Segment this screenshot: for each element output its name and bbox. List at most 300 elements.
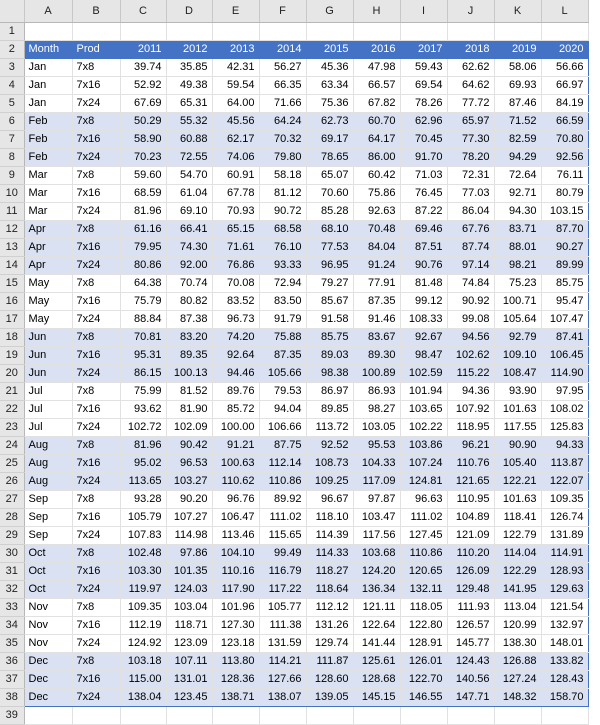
value-cell[interactable]: 74.30 [166, 238, 212, 256]
value-cell[interactable]: 103.30 [120, 562, 166, 580]
value-cell[interactable]: 84.19 [541, 94, 588, 112]
row-header-25[interactable]: 25 [0, 454, 24, 472]
column-header-i[interactable]: I [400, 0, 447, 22]
value-cell[interactable]: 110.16 [212, 562, 259, 580]
value-cell[interactable]: 131.26 [306, 616, 353, 634]
row-header-2[interactable]: 2 [0, 40, 24, 58]
value-cell[interactable]: 128.60 [306, 670, 353, 688]
row-header-20[interactable]: 20 [0, 364, 24, 382]
row-header-14[interactable]: 14 [0, 256, 24, 274]
value-cell[interactable]: 125.61 [353, 652, 400, 670]
cell[interactable] [400, 22, 447, 40]
value-cell[interactable]: 72.31 [447, 166, 494, 184]
value-cell[interactable]: 128.36 [212, 670, 259, 688]
product-cell[interactable]: 7x24 [72, 526, 120, 544]
value-cell[interactable]: 118.41 [494, 508, 541, 526]
value-cell[interactable]: 76.86 [212, 256, 259, 274]
value-cell[interactable]: 54.70 [166, 166, 212, 184]
value-cell[interactable]: 112.14 [259, 454, 306, 472]
row-header-5[interactable]: 5 [0, 94, 24, 112]
value-cell[interactable]: 87.41 [541, 328, 588, 346]
value-cell[interactable]: 128.91 [400, 634, 447, 652]
month-cell[interactable]: Sep [24, 508, 72, 526]
value-cell[interactable]: 45.36 [306, 58, 353, 76]
value-cell[interactable]: 124.03 [166, 580, 212, 598]
value-cell[interactable]: 70.23 [120, 148, 166, 166]
value-cell[interactable]: 76.45 [400, 184, 447, 202]
product-cell[interactable]: 7x8 [72, 220, 120, 238]
value-cell[interactable]: 42.31 [212, 58, 259, 76]
cell[interactable] [541, 22, 588, 40]
value-cell[interactable]: 129.63 [541, 580, 588, 598]
value-cell[interactable]: 72.94 [259, 274, 306, 292]
value-cell[interactable]: 107.11 [166, 652, 212, 670]
value-cell[interactable]: 109.35 [120, 598, 166, 616]
value-cell[interactable]: 68.58 [259, 220, 306, 238]
value-cell[interactable]: 90.76 [400, 256, 447, 274]
cell[interactable] [259, 706, 306, 724]
product-cell[interactable]: 7x8 [72, 598, 120, 616]
value-cell[interactable]: 92.67 [400, 328, 447, 346]
value-cell[interactable]: 112.19 [120, 616, 166, 634]
table-header-cell[interactable]: 2014 [259, 40, 306, 58]
month-cell[interactable]: Jun [24, 364, 72, 382]
value-cell[interactable]: 75.36 [306, 94, 353, 112]
value-cell[interactable]: 64.00 [212, 94, 259, 112]
value-cell[interactable]: 95.53 [353, 436, 400, 454]
value-cell[interactable]: 87.46 [494, 94, 541, 112]
value-cell[interactable]: 69.17 [306, 130, 353, 148]
row-header-11[interactable]: 11 [0, 202, 24, 220]
value-cell[interactable]: 108.33 [400, 310, 447, 328]
value-cell[interactable]: 148.01 [541, 634, 588, 652]
value-cell[interactable]: 121.65 [447, 472, 494, 490]
value-cell[interactable]: 87.75 [259, 436, 306, 454]
value-cell[interactable]: 110.62 [212, 472, 259, 490]
value-cell[interactable]: 133.82 [541, 652, 588, 670]
table-header-cell[interactable]: 2020 [541, 40, 588, 58]
value-cell[interactable]: 113.46 [212, 526, 259, 544]
value-cell[interactable]: 89.76 [212, 382, 259, 400]
product-cell[interactable]: 7x16 [72, 454, 120, 472]
value-cell[interactable]: 98.38 [306, 364, 353, 382]
value-cell[interactable]: 85.28 [306, 202, 353, 220]
product-cell[interactable]: 7x16 [72, 400, 120, 418]
value-cell[interactable]: 39.74 [120, 58, 166, 76]
value-cell[interactable]: 70.32 [259, 130, 306, 148]
value-cell[interactable]: 98.27 [353, 400, 400, 418]
value-cell[interactable]: 122.79 [494, 526, 541, 544]
month-cell[interactable]: May [24, 292, 72, 310]
value-cell[interactable]: 110.86 [259, 472, 306, 490]
value-cell[interactable]: 81.96 [120, 436, 166, 454]
value-cell[interactable]: 96.95 [306, 256, 353, 274]
row-header-38[interactable]: 38 [0, 688, 24, 706]
column-header-h[interactable]: H [353, 0, 400, 22]
cell[interactable] [353, 706, 400, 724]
column-header-a[interactable]: A [24, 0, 72, 22]
row-header-34[interactable]: 34 [0, 616, 24, 634]
value-cell[interactable]: 103.15 [541, 202, 588, 220]
value-cell[interactable]: 114.91 [541, 544, 588, 562]
value-cell[interactable]: 132.11 [400, 580, 447, 598]
value-cell[interactable]: 89.35 [166, 346, 212, 364]
value-cell[interactable]: 75.79 [120, 292, 166, 310]
value-cell[interactable]: 92.56 [541, 148, 588, 166]
cell[interactable] [353, 22, 400, 40]
value-cell[interactable]: 67.78 [212, 184, 259, 202]
row-header-39[interactable]: 39 [0, 706, 24, 724]
value-cell[interactable]: 87.70 [541, 220, 588, 238]
table-header-cell[interactable]: 2015 [306, 40, 353, 58]
value-cell[interactable]: 145.15 [353, 688, 400, 706]
value-cell[interactable]: 87.22 [400, 202, 447, 220]
month-cell[interactable]: Mar [24, 202, 72, 220]
value-cell[interactable]: 96.53 [166, 454, 212, 472]
value-cell[interactable]: 111.02 [400, 508, 447, 526]
product-cell[interactable]: 7x16 [72, 562, 120, 580]
row-header-12[interactable]: 12 [0, 220, 24, 238]
product-cell[interactable]: 7x16 [72, 238, 120, 256]
value-cell[interactable]: 98.47 [400, 346, 447, 364]
value-cell[interactable]: 113.04 [494, 598, 541, 616]
cell[interactable] [306, 22, 353, 40]
value-cell[interactable]: 83.20 [166, 328, 212, 346]
value-cell[interactable]: 125.83 [541, 418, 588, 436]
cell[interactable] [120, 706, 166, 724]
value-cell[interactable]: 123.18 [212, 634, 259, 652]
value-cell[interactable]: 89.92 [259, 490, 306, 508]
value-cell[interactable]: 95.02 [120, 454, 166, 472]
value-cell[interactable]: 117.09 [353, 472, 400, 490]
value-cell[interactable]: 90.92 [447, 292, 494, 310]
table-header-cell[interactable]: 2018 [447, 40, 494, 58]
value-cell[interactable]: 96.76 [212, 490, 259, 508]
value-cell[interactable]: 64.24 [259, 112, 306, 130]
value-cell[interactable]: 110.95 [447, 490, 494, 508]
value-cell[interactable]: 70.48 [353, 220, 400, 238]
row-header-6[interactable]: 6 [0, 112, 24, 130]
product-cell[interactable]: 7x24 [72, 688, 120, 706]
row-header-32[interactable]: 32 [0, 580, 24, 598]
product-cell[interactable]: 7x24 [72, 472, 120, 490]
value-cell[interactable]: 122.07 [541, 472, 588, 490]
value-cell[interactable]: 114.04 [494, 544, 541, 562]
value-cell[interactable]: 92.00 [166, 256, 212, 274]
value-cell[interactable]: 113.65 [120, 472, 166, 490]
cell[interactable] [212, 22, 259, 40]
value-cell[interactable]: 121.54 [541, 598, 588, 616]
value-cell[interactable]: 101.35 [166, 562, 212, 580]
row-header-1[interactable]: 1 [0, 22, 24, 40]
value-cell[interactable]: 79.53 [259, 382, 306, 400]
value-cell[interactable]: 119.97 [120, 580, 166, 598]
value-cell[interactable]: 72.55 [166, 148, 212, 166]
value-cell[interactable]: 97.14 [447, 256, 494, 274]
value-cell[interactable]: 91.58 [306, 310, 353, 328]
value-cell[interactable]: 70.45 [400, 130, 447, 148]
value-cell[interactable]: 52.92 [120, 76, 166, 94]
month-cell[interactable]: Sep [24, 490, 72, 508]
value-cell[interactable]: 81.12 [259, 184, 306, 202]
value-cell[interactable]: 66.57 [353, 76, 400, 94]
product-cell[interactable]: 7x8 [72, 166, 120, 184]
value-cell[interactable]: 91.24 [353, 256, 400, 274]
month-cell[interactable]: Nov [24, 616, 72, 634]
table-header-cell[interactable]: 2013 [212, 40, 259, 58]
value-cell[interactable]: 103.86 [400, 436, 447, 454]
value-cell[interactable]: 87.38 [166, 310, 212, 328]
value-cell[interactable]: 56.27 [259, 58, 306, 76]
value-cell[interactable]: 89.85 [306, 400, 353, 418]
value-cell[interactable]: 101.96 [212, 598, 259, 616]
row-header-29[interactable]: 29 [0, 526, 24, 544]
value-cell[interactable]: 126.57 [447, 616, 494, 634]
value-cell[interactable]: 103.27 [166, 472, 212, 490]
value-cell[interactable]: 103.18 [120, 652, 166, 670]
value-cell[interactable]: 122.64 [353, 616, 400, 634]
value-cell[interactable]: 103.47 [353, 508, 400, 526]
value-cell[interactable]: 96.73 [212, 310, 259, 328]
value-cell[interactable]: 84.04 [353, 238, 400, 256]
value-cell[interactable]: 93.62 [120, 400, 166, 418]
value-cell[interactable]: 105.40 [494, 454, 541, 472]
value-cell[interactable]: 90.20 [166, 490, 212, 508]
value-cell[interactable]: 69.54 [400, 76, 447, 94]
cell[interactable] [166, 706, 212, 724]
value-cell[interactable]: 75.86 [353, 184, 400, 202]
value-cell[interactable]: 79.80 [259, 148, 306, 166]
value-cell[interactable]: 61.16 [120, 220, 166, 238]
value-cell[interactable]: 106.45 [541, 346, 588, 364]
value-cell[interactable]: 96.67 [306, 490, 353, 508]
value-cell[interactable]: 138.30 [494, 634, 541, 652]
value-cell[interactable]: 75.23 [494, 274, 541, 292]
product-cell[interactable]: 7x8 [72, 652, 120, 670]
value-cell[interactable]: 83.50 [259, 292, 306, 310]
value-cell[interactable]: 58.18 [259, 166, 306, 184]
value-cell[interactable]: 65.97 [447, 112, 494, 130]
cell[interactable] [494, 22, 541, 40]
value-cell[interactable]: 126.88 [494, 652, 541, 670]
product-cell[interactable]: 7x24 [72, 148, 120, 166]
value-cell[interactable]: 78.65 [306, 148, 353, 166]
column-header-g[interactable]: G [306, 0, 353, 22]
row-header-23[interactable]: 23 [0, 418, 24, 436]
value-cell[interactable]: 60.91 [212, 166, 259, 184]
product-cell[interactable]: 7x24 [72, 580, 120, 598]
value-cell[interactable]: 92.64 [212, 346, 259, 364]
product-cell[interactable]: 7x24 [72, 364, 120, 382]
value-cell[interactable]: 77.72 [447, 94, 494, 112]
value-cell[interactable]: 109.10 [494, 346, 541, 364]
value-cell[interactable]: 111.38 [259, 616, 306, 634]
value-cell[interactable]: 114.21 [259, 652, 306, 670]
month-cell[interactable]: Mar [24, 184, 72, 202]
value-cell[interactable]: 122.70 [400, 670, 447, 688]
value-cell[interactable]: 82.59 [494, 130, 541, 148]
value-cell[interactable]: 141.95 [494, 580, 541, 598]
row-header-17[interactable]: 17 [0, 310, 24, 328]
value-cell[interactable]: 90.27 [541, 238, 588, 256]
value-cell[interactable]: 70.93 [212, 202, 259, 220]
value-cell[interactable]: 68.59 [120, 184, 166, 202]
month-cell[interactable]: May [24, 274, 72, 292]
value-cell[interactable]: 111.87 [306, 652, 353, 670]
value-cell[interactable]: 77.53 [306, 238, 353, 256]
month-cell[interactable]: Jun [24, 328, 72, 346]
value-cell[interactable]: 124.20 [353, 562, 400, 580]
value-cell[interactable]: 113.72 [306, 418, 353, 436]
value-cell[interactable]: 81.90 [166, 400, 212, 418]
value-cell[interactable]: 101.94 [400, 382, 447, 400]
value-cell[interactable]: 86.15 [120, 364, 166, 382]
value-cell[interactable]: 138.71 [212, 688, 259, 706]
product-cell[interactable]: 7x24 [72, 94, 120, 112]
value-cell[interactable]: 122.80 [400, 616, 447, 634]
value-cell[interactable]: 105.66 [259, 364, 306, 382]
value-cell[interactable]: 129.74 [306, 634, 353, 652]
value-cell[interactable]: 81.48 [400, 274, 447, 292]
value-cell[interactable]: 118.05 [400, 598, 447, 616]
month-cell[interactable]: Jan [24, 76, 72, 94]
row-header-37[interactable]: 37 [0, 670, 24, 688]
value-cell[interactable]: 148.32 [494, 688, 541, 706]
value-cell[interactable]: 69.46 [400, 220, 447, 238]
value-cell[interactable]: 66.35 [259, 76, 306, 94]
value-cell[interactable]: 69.93 [494, 76, 541, 94]
value-cell[interactable]: 60.42 [353, 166, 400, 184]
value-cell[interactable]: 71.52 [494, 112, 541, 130]
value-cell[interactable]: 85.75 [306, 328, 353, 346]
cell[interactable] [120, 22, 166, 40]
value-cell[interactable]: 97.95 [541, 382, 588, 400]
value-cell[interactable]: 140.56 [447, 670, 494, 688]
column-header-c[interactable]: C [120, 0, 166, 22]
value-cell[interactable]: 67.82 [353, 94, 400, 112]
value-cell[interactable]: 59.43 [400, 58, 447, 76]
value-cell[interactable]: 81.52 [166, 382, 212, 400]
value-cell[interactable]: 93.33 [259, 256, 306, 274]
value-cell[interactable]: 63.34 [306, 76, 353, 94]
value-cell[interactable]: 76.11 [541, 166, 588, 184]
value-cell[interactable]: 96.63 [400, 490, 447, 508]
product-cell[interactable]: 7x16 [72, 670, 120, 688]
value-cell[interactable]: 127.45 [400, 526, 447, 544]
value-cell[interactable]: 94.04 [259, 400, 306, 418]
value-cell[interactable]: 128.93 [541, 562, 588, 580]
column-header-k[interactable]: K [494, 0, 541, 22]
value-cell[interactable]: 94.56 [447, 328, 494, 346]
value-cell[interactable]: 114.39 [306, 526, 353, 544]
value-cell[interactable]: 76.10 [259, 238, 306, 256]
month-cell[interactable]: Jul [24, 400, 72, 418]
value-cell[interactable]: 80.79 [541, 184, 588, 202]
value-cell[interactable]: 107.47 [541, 310, 588, 328]
product-cell[interactable]: 7x8 [72, 544, 120, 562]
value-cell[interactable]: 71.03 [400, 166, 447, 184]
value-cell[interactable]: 77.03 [447, 184, 494, 202]
product-cell[interactable]: 7x24 [72, 256, 120, 274]
value-cell[interactable]: 115.00 [120, 670, 166, 688]
value-cell[interactable]: 108.73 [306, 454, 353, 472]
value-cell[interactable]: 62.62 [447, 58, 494, 76]
value-cell[interactable]: 70.80 [541, 130, 588, 148]
row-header-9[interactable]: 9 [0, 166, 24, 184]
value-cell[interactable]: 94.33 [541, 436, 588, 454]
month-cell[interactable]: Feb [24, 130, 72, 148]
value-cell[interactable]: 35.85 [166, 58, 212, 76]
value-cell[interactable]: 70.08 [212, 274, 259, 292]
value-cell[interactable]: 100.89 [353, 364, 400, 382]
value-cell[interactable]: 145.77 [447, 634, 494, 652]
value-cell[interactable]: 94.36 [447, 382, 494, 400]
value-cell[interactable]: 141.44 [353, 634, 400, 652]
product-cell[interactable]: 7x8 [72, 436, 120, 454]
value-cell[interactable]: 129.48 [447, 580, 494, 598]
value-cell[interactable]: 117.22 [259, 580, 306, 598]
value-cell[interactable]: 65.07 [306, 166, 353, 184]
value-cell[interactable]: 89.99 [541, 256, 588, 274]
value-cell[interactable]: 105.79 [120, 508, 166, 526]
value-cell[interactable]: 69.10 [166, 202, 212, 220]
product-cell[interactable]: 7x8 [72, 490, 120, 508]
value-cell[interactable]: 138.04 [120, 688, 166, 706]
value-cell[interactable]: 62.73 [306, 112, 353, 130]
value-cell[interactable]: 117.55 [494, 418, 541, 436]
table-header-cell[interactable]: 2016 [353, 40, 400, 58]
value-cell[interactable]: 131.89 [541, 526, 588, 544]
value-cell[interactable]: 87.51 [400, 238, 447, 256]
value-cell[interactable]: 114.98 [166, 526, 212, 544]
column-header-f[interactable]: F [259, 0, 306, 22]
cell[interactable] [447, 706, 494, 724]
column-header-d[interactable]: D [166, 0, 212, 22]
value-cell[interactable]: 94.30 [494, 202, 541, 220]
value-cell[interactable]: 50.29 [120, 112, 166, 130]
row-header-35[interactable]: 35 [0, 634, 24, 652]
value-cell[interactable]: 83.71 [494, 220, 541, 238]
value-cell[interactable]: 104.10 [212, 544, 259, 562]
product-cell[interactable]: 7x24 [72, 418, 120, 436]
value-cell[interactable]: 107.92 [447, 400, 494, 418]
row-header-30[interactable]: 30 [0, 544, 24, 562]
value-cell[interactable]: 103.04 [166, 598, 212, 616]
month-cell[interactable]: Jan [24, 58, 72, 76]
value-cell[interactable]: 139.05 [306, 688, 353, 706]
cell[interactable] [72, 22, 120, 40]
value-cell[interactable]: 102.22 [400, 418, 447, 436]
value-cell[interactable]: 70.60 [306, 184, 353, 202]
table-header-cell[interactable]: 2017 [400, 40, 447, 58]
value-cell[interactable]: 61.04 [166, 184, 212, 202]
value-cell[interactable]: 62.96 [400, 112, 447, 130]
table-header-cell[interactable]: 2019 [494, 40, 541, 58]
value-cell[interactable]: 87.74 [447, 238, 494, 256]
value-cell[interactable]: 101.63 [494, 490, 541, 508]
value-cell[interactable]: 71.66 [259, 94, 306, 112]
value-cell[interactable]: 85.72 [212, 400, 259, 418]
value-cell[interactable]: 127.66 [259, 670, 306, 688]
row-header-10[interactable]: 10 [0, 184, 24, 202]
month-cell[interactable]: Dec [24, 670, 72, 688]
month-cell[interactable]: Apr [24, 238, 72, 256]
value-cell[interactable]: 56.66 [541, 58, 588, 76]
row-header-26[interactable]: 26 [0, 472, 24, 490]
value-cell[interactable]: 112.12 [306, 598, 353, 616]
value-cell[interactable]: 118.71 [166, 616, 212, 634]
value-cell[interactable]: 59.54 [212, 76, 259, 94]
